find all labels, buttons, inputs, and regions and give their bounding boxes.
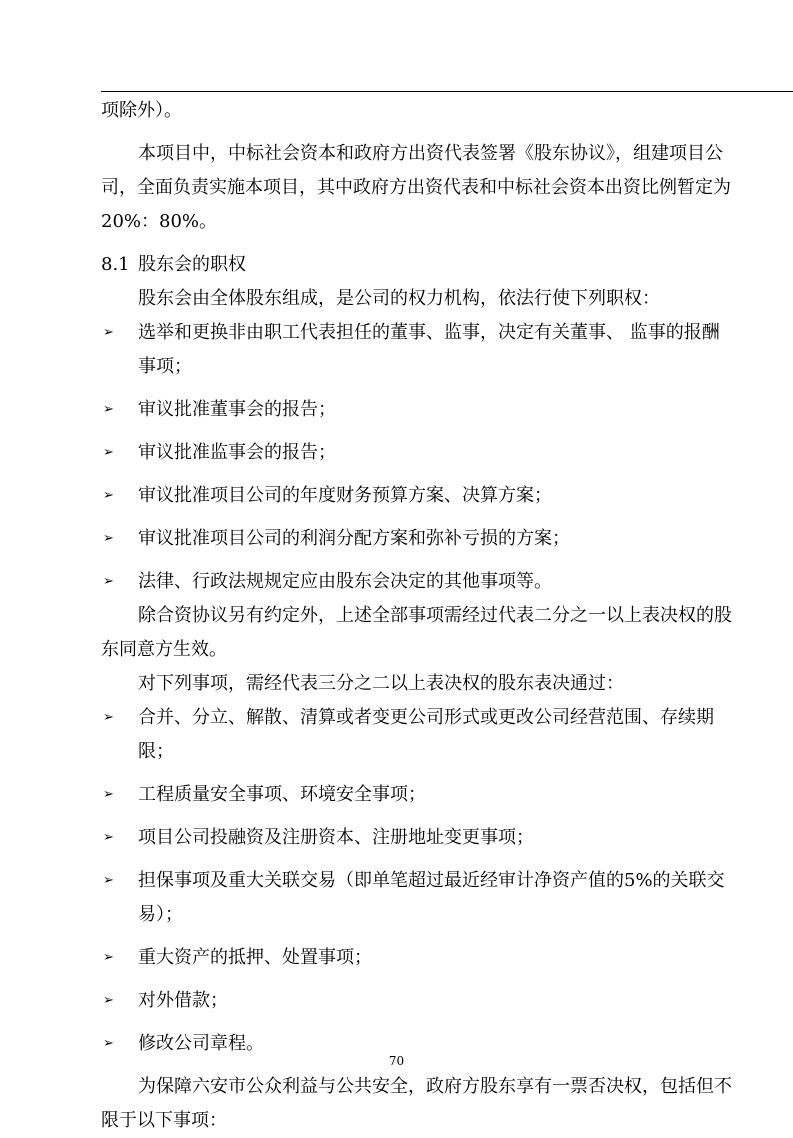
- list-item-text: 担保事项及重大关联交易（即单笔超过最近经审计净资产值的5%的关联交易）；: [138, 870, 725, 925]
- list-item-text: 审议批准监事会的报告；: [138, 442, 336, 463]
- list-item: [101, 479, 737, 513]
- arrow-bullet-icon: ➢: [103, 325, 114, 340]
- arrow-bullet-icon: ➢: [103, 710, 114, 725]
- arrow-bullet-icon: ➢: [103, 873, 114, 888]
- list-item: [101, 701, 737, 769]
- list-item: [101, 565, 737, 599]
- page-body: [101, 94, 737, 1138]
- paragraph-project-company: 本项目中，中标社会资本和政府方出资代表签署《股东协议》，组建项目公司，全面负责实施本项目，其中政府方出资代表和中标社会资本出资比例暂定为20%：80%。: [101, 143, 731, 232]
- paragraph-shareholders-meeting: 股东会由全体股东组成，是公司的权力机构，依法行使下列职权：: [138, 288, 660, 309]
- list-item-text: 工程质量安全事项、环境安全事项；: [138, 784, 426, 805]
- section-number: 8.1: [101, 254, 130, 275]
- list-item-text: 选举和更换非由职工代表担任的董事、监事，决定有关董事、 监事的报酬事项；: [138, 322, 720, 377]
- arrow-bullet-icon: ➢: [103, 531, 114, 546]
- list-item: [101, 436, 737, 470]
- list-item-text: 项目公司投融资及注册资本、注册地址变更事项；: [138, 827, 534, 848]
- list-item-text: 审议批准项目公司的利润分配方案和弥补亏损的方案；: [138, 528, 570, 549]
- list-item-text: 审议批准董事会的报告；: [138, 399, 336, 420]
- paragraph-two-thirds-rule: 对下列事项，需经代表三分之二以上表决权的股东表决通过：: [138, 673, 624, 694]
- list-item-text: 修改公司章程。: [138, 1033, 264, 1054]
- arrow-bullet-icon: ➢: [103, 445, 114, 460]
- list-item-text: 合并、分立、解散、清算或者变更公司形式或更改公司经营范围、存续期限；: [138, 707, 714, 762]
- arrow-bullet-icon: ➢: [103, 950, 114, 965]
- list-item: [101, 984, 737, 1018]
- list-item: [101, 522, 737, 556]
- list-item-text: 法律、行政法规规定应由股东会决定的其他事项等。: [138, 571, 552, 592]
- list-item-text: 重大资产的抵押、处置事项；: [138, 947, 372, 968]
- list-item: [101, 778, 737, 812]
- list-item: [101, 941, 737, 975]
- arrow-bullet-icon: ➢: [103, 830, 114, 845]
- paragraph-majority-rule: 除合资协议另有约定外，上述全部事项需经过代表二分之一以上表决权的股东同意方生效。: [101, 605, 732, 660]
- arrow-bullet-icon: ➢: [103, 574, 114, 589]
- arrow-bullet-icon: ➢: [103, 993, 114, 1008]
- page-number: 70: [388, 1054, 405, 1068]
- two-thirds-items-list: [101, 701, 737, 1061]
- list-item-text: 对外借款；: [138, 990, 228, 1011]
- list-item: [101, 821, 737, 855]
- section-heading: [101, 248, 737, 282]
- list-item: [101, 864, 737, 932]
- paragraph-veto-right: 为保障六安市公众利益与公共安全，政府方股东享有一票否决权，包括但不限于以下事项：: [101, 1076, 732, 1131]
- section-title: 股东会的职权: [138, 254, 246, 275]
- arrow-bullet-icon: ➢: [103, 488, 114, 503]
- list-item: [101, 393, 737, 427]
- header-rule: [101, 91, 793, 92]
- arrow-bullet-icon: ➢: [103, 787, 114, 802]
- list-item-text: 审议批准项目公司的年度财务预算方案、决算方案；: [138, 485, 552, 506]
- powers-list: [101, 316, 737, 599]
- arrow-bullet-icon: ➢: [103, 1036, 114, 1051]
- list-item: [101, 316, 737, 384]
- arrow-bullet-icon: ➢: [103, 402, 114, 417]
- continuation-text: 项除外）。: [101, 100, 182, 121]
